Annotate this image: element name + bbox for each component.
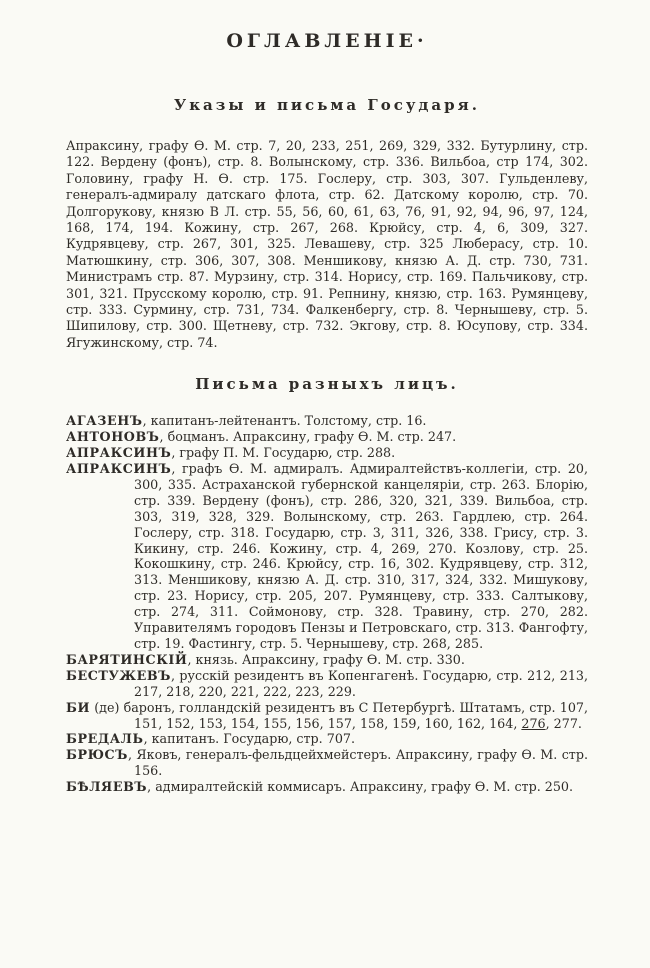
entry-row bbox=[66, 747, 588, 779]
underlined-page-number: 276 bbox=[521, 715, 546, 731]
entry-text: , русскій резидентъ въ Копенгагенѣ. Государю, стр. 212, 213, 217, 218, 220, 221, 222, 223, 229. bbox=[134, 667, 588, 699]
entry-name: АГАЗЕНЪ bbox=[66, 413, 143, 429]
entry-text: , адмиралтейскій коммисаръ. Апраксину, графу Ѳ. М. стр. 250. bbox=[147, 779, 574, 795]
entry-text: , боцманъ. Апраксину, графу Ѳ. М. стр. 247. bbox=[159, 429, 457, 445]
section-pisma-heading: Письма разныхъ лицъ. bbox=[195, 375, 459, 394]
entry-row bbox=[66, 700, 588, 732]
entry-text: , капитанъ-лейтенантъ. Толстому, стр. 16. bbox=[142, 413, 427, 429]
section-ukazy-heading: Указы и письма Государя. bbox=[174, 96, 480, 114]
entry-name: АПРАКСИНЪ bbox=[66, 445, 172, 461]
entry-text: , капитанъ. Государю, стр. 707. bbox=[143, 731, 355, 747]
entry-row bbox=[66, 413, 588, 429]
entry-text: , графъ Ѳ. М. адмиралъ. Адмиралтействъ-коллегіи, стр. 20, 300, 335. Астраханской губернской канцеляріи, стр. 263. Блорію, стр. 339. Вердену (фонъ), стр. 286, 320, 321, 339. Вильбоа, стр. 303, 319, 328, 329. Волынскому, стр. 263. Гардлею, стр. 264. Гослеру, стр. 318. Государю, стр. 3, 311, 326, 338. Грису, стр. 3. Кикину, стр. 246. Кожину, стр. 4, 269, 270. Козлову, стр. 25. Кокошкину, стр. 246. Крюйсу, стр. 16, 302. Кудрявцеву, стр. 312, 313. Меншикову, князю А. Д. стр. 310, 317, 324, 332. Мишукову, стр. 23. Норису, стр. 205, 207. Румянцеву, стр. 333. Салтыкову, стр. 274, 311. Соймонову, стр. 328. Травину, стр. 270, 282. Управителямъ городовъ Пензы и Петровскаго, стр. 313. Фангофту, стр. 19. Фастингу, стр. 5. Чернышеву, стр. 268, 285. bbox=[134, 461, 588, 651]
entry-text: , князь. Апраксину, графу Ѳ. М. стр. 330. bbox=[187, 651, 465, 667]
ukazy-index-paragraph: Апраксину, графу Ѳ. М. стр. 7, 20, 233, 251, 269, 329, 332. Бутурлину, стр. 122. Вердену (фонъ), стр. 8. Волынскому, стр. 336. Вильбоа, стр 174, 302. Головину, графу Н. Ѳ. стр. 175. Гослеру, стр. 303, 307. Гульденлеву, генералъ-адмиралу датскаго флота, стр. 62. Датскому королю, стр. 70. Долгорукову, князю В Л. стр. 55, 56, 60, 61, 63, 76, 91, 92, 94, 96, 97, 124, 168, 174, 194. Кожину, стр. 267, 268. Крюйсу, стр. 4, 6, 309, 327. Кудрявцеву, стр. 267, 301, 325. Левашеву, стр. 325 Люберасу, стр. 10. Матюшкину, стр. 306, 307, 308. Меншикову, князю А. Д. стр. 730, 731. Министрамъ стр. 87. Мурзину, стр. 314. Норису, стр. 169. Пальчикову, стр. 301, 321. Прусскому королю, стр. 91. Репнину, князю, стр. 163. Румянцеву, стр. 333. Сурмину, стр. 731, 734. Фалкенбергу, стр. 8. Чернышеву, стр. 5. Шипилову, стр. 300. Щетневу, стр. 732. Экгову, стр. 8. Юсупову, стр. 334. Ягужинскому, стр. 74. bbox=[66, 138, 588, 350]
entry-text: (де) баронъ, голландскій резидентъ въ С Петербургѣ. Штатамъ, стр. 107, 151, 152, 153, 154, 155, 156, 157, 158, 159, 160, 162, 164, bbox=[90, 699, 588, 731]
entry-text: , 277. bbox=[545, 715, 582, 731]
entry-row bbox=[66, 445, 588, 461]
entry-text: , графу П. М. Государю, стр. 288. bbox=[171, 445, 396, 461]
entry-text: , Яковъ, генералъ-фельдцейхмейстеръ. Апраксину, графу Ѳ. М. стр. 156. bbox=[127, 747, 588, 779]
entry-row bbox=[66, 668, 588, 700]
entry-name: БѢЛЯЕВЪ bbox=[66, 779, 148, 795]
entry-name: АНТОНОВЪ bbox=[66, 429, 160, 445]
entry-name: БАРЯТИНСКІЙ bbox=[66, 651, 188, 667]
entry-name: БИ bbox=[66, 699, 91, 715]
page-title: ОГЛАВЛЕНІЕ· bbox=[226, 30, 428, 52]
entry-row bbox=[66, 731, 588, 747]
pisma-entries-list bbox=[66, 413, 588, 795]
entry-name: БРЕДАЛЬ bbox=[66, 731, 144, 747]
entry-row bbox=[66, 461, 588, 652]
entry-name: АПРАКСИНЪ bbox=[66, 461, 172, 476]
entry-name: БЕСТУЖЕВЪ bbox=[66, 667, 171, 683]
entry-row bbox=[66, 652, 588, 668]
entry-name: БРЮСЪ bbox=[66, 747, 128, 763]
entry-row bbox=[66, 429, 588, 445]
entry-row bbox=[66, 779, 588, 795]
